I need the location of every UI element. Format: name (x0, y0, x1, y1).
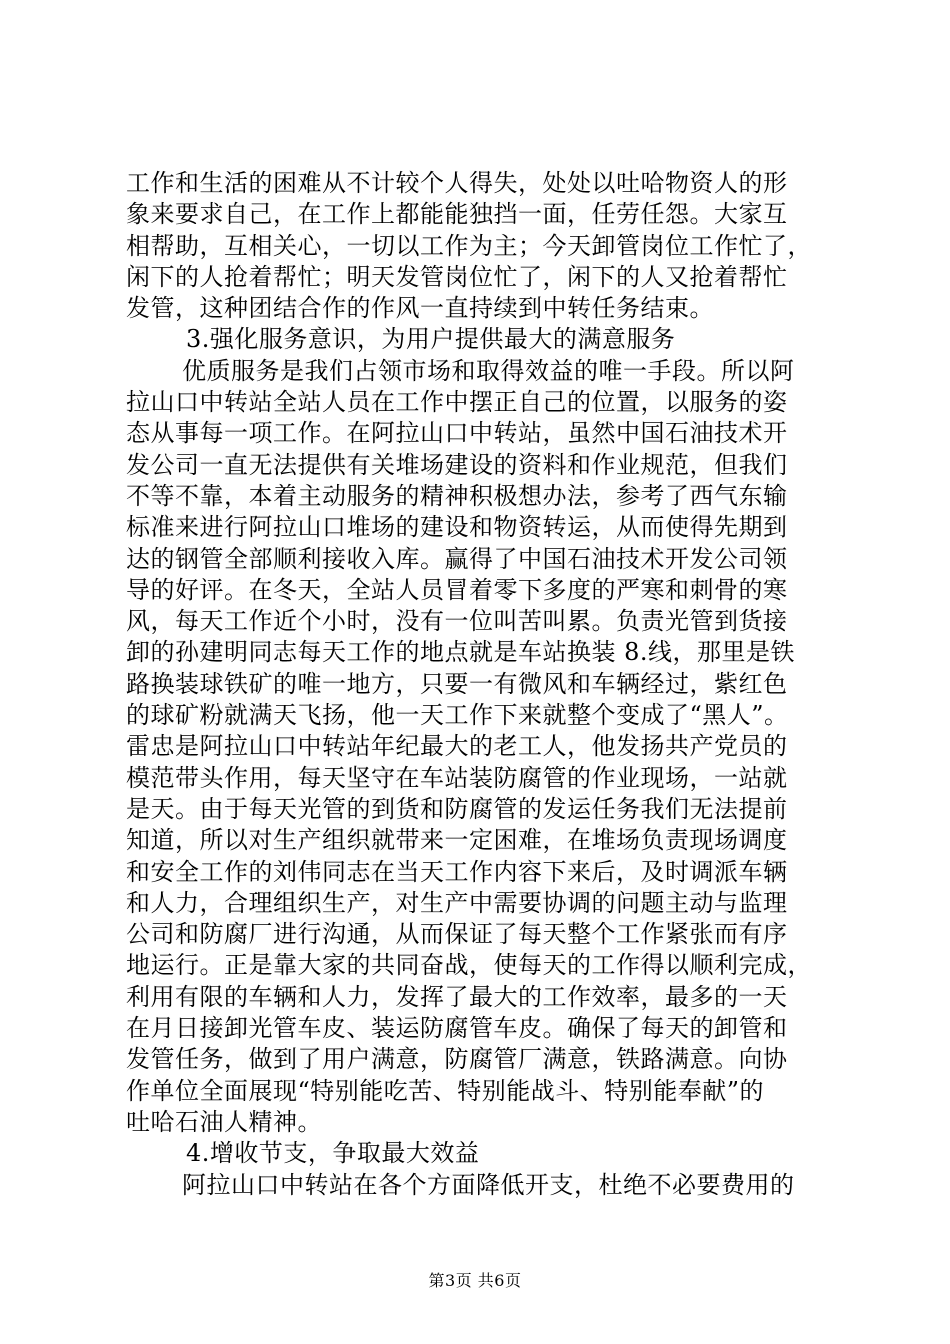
text-line: 雷忠是阿拉山口中转站年纪最大的老工人，他发扬共产党员的 (126, 732, 788, 761)
text-line: 风，每天工作近个小时，没有一位叫苦叫累。负责光管到货接 (126, 607, 788, 636)
document-body (126, 168, 841, 1201)
text-line: 不等不靠，本着主动服务的精神积极想办法，参考了西气东输 (126, 481, 788, 510)
paragraph-start-line: 优质服务是我们占领市场和取得效益的唯一手段。所以阿 (182, 356, 795, 385)
text-line: 作单位全面展现“特别能吃苦、特别能战斗、特别能奉献”的 (126, 1076, 765, 1105)
text-line: 拉山口中转站全站人员在工作中摆正自己的位置，以服务的姿 (126, 388, 788, 417)
text-line: 利用有限的车辆和人力，发挥了最大的工作效率，最多的一天 (126, 982, 788, 1011)
text-line: 地运行。正是靠大家的共同奋战，使每天的工作得以顺利完成， (126, 951, 812, 980)
text-line: 卸的孙建明同志每天工作的地点就是车站换装 8.线，那里是铁 (126, 638, 796, 667)
text-line: 发管，这种团结合作的作风一直持续到中转任务结束。 (126, 294, 714, 323)
text-line: 吐哈石油人精神。 (126, 1107, 322, 1136)
text-line: 和人力，合理组织生产，对生产中需要协调的问题主动与监理 (126, 888, 788, 917)
text-line: 和安全工作的刘伟同志在当天工作内容下来后，及时调派车辆 (126, 857, 788, 886)
text-line: 象来要求自己，在工作上都能能独挡一面，任劳任怨。大家互 (126, 200, 788, 229)
section-heading-3: 3.强化服务意识，为用户提供最大的满意服务 (186, 325, 676, 354)
text-line: 态从事每一项工作。在阿拉山口中转站，虽然中国石油技术开 (126, 419, 788, 448)
text-line: 相帮助，互相关心，一切以工作为主；今天卸管岗位工作忙了， (126, 231, 812, 260)
text-line: 标准来进行阿拉山口堆场的建设和物资转运，从而使得先期到 (126, 513, 788, 542)
text-line: 的球矿粉就满天飞扬，他一天工作下来就整个变成了“黑人”。 (126, 701, 789, 730)
paragraph-start-line: 阿拉山口中转站在各个方面降低开支，杜绝不必要费用的 (182, 1170, 795, 1199)
text-line: 公司和防腐厂进行沟通，从而保证了每天整个工作紧张而有序 (126, 920, 788, 949)
text-line: 路换装球铁矿的唯一地方，只要一有微风和车辆经过，紫红色 (126, 669, 788, 698)
text-line: 知道，所以对生产组织就带来一定困难，在堆场负责现场调度 (126, 826, 788, 855)
text-line: 导的好评。在冬天，全站人员冒着零下多度的严寒和刺骨的寒 (126, 575, 788, 604)
text-line: 模范带头作用，每天坚守在车站装防腐管的作业现场，一站就 (126, 763, 788, 792)
page-number-footer: 第3页 共6页 (428, 1271, 522, 1290)
section-heading-4: 4.增收节支，争取最大效益 (186, 1139, 480, 1168)
text-line: 是天。由于每天光管的到货和防腐管的发运任务我们无法提前 (126, 794, 788, 823)
text-line: 发公司一直无法提供有关堆场建设的资料和作业规范，但我们 (126, 450, 788, 479)
text-line: 在月日接卸光管车皮、装运防腐管车皮。确保了每天的卸管和 (126, 1014, 788, 1043)
text-line: 工作和生活的困难从不计较个人得失，处处以吐哈物资人的形 (126, 169, 788, 197)
text-line: 闲下的人抢着帮忙；明天发管岗位忙了，闲下的人又抢着帮忙 (126, 262, 788, 291)
text-line: 达的钢管全部顺利接收入库。赢得了中国石油技术开发公司领 (126, 544, 788, 573)
text-line: 发管任务，做到了用户满意，防腐管厂满意，铁路满意。向协 (126, 1045, 788, 1074)
